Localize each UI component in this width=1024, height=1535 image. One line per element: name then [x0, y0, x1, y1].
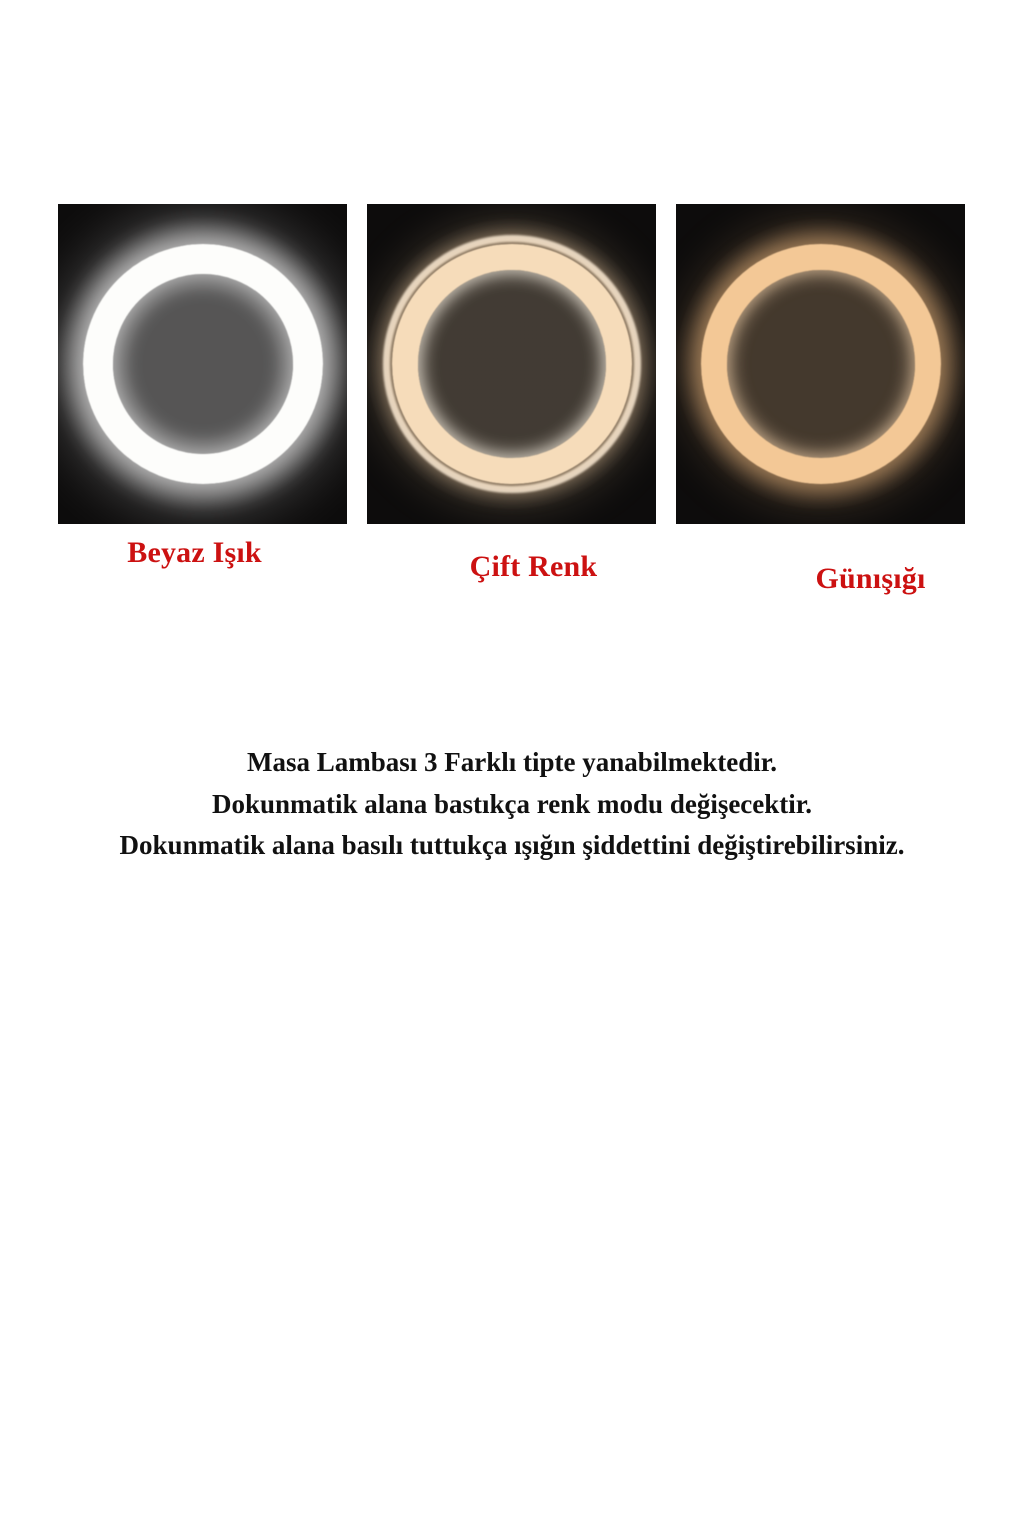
description-block: [0, 742, 1024, 867]
light-mode-card-daylight: [676, 204, 965, 595]
light-mode-caption-daylight: Günışığı: [815, 562, 926, 595]
ring-light-white-icon: [83, 244, 323, 484]
light-mode-photo-white: [58, 204, 347, 524]
light-mode-caption-dual: Çift Renk: [469, 550, 598, 583]
description-line-1: Masa Lambası 3 Farklı tipte yanabilmektedir.: [246, 747, 778, 777]
light-mode-photo-dual: [367, 204, 656, 524]
description-line-2: Dokunmatik alana bastıkça renk modu değişecektir.: [211, 788, 813, 819]
light-mode-photo-daylight: [676, 204, 965, 524]
description-line-3: Dokunmatik alana basılı tuttukça ışığın şiddettini değiştirebilirsiniz.: [119, 830, 905, 861]
light-mode-caption-white: Beyaz Işık: [127, 536, 262, 569]
light-mode-gallery: [58, 204, 966, 595]
ring-light-dual-icon: [392, 244, 632, 484]
ring-light-warm-icon: [701, 244, 941, 484]
light-mode-card-white: [58, 204, 347, 570]
light-mode-card-dual: [367, 204, 656, 583]
